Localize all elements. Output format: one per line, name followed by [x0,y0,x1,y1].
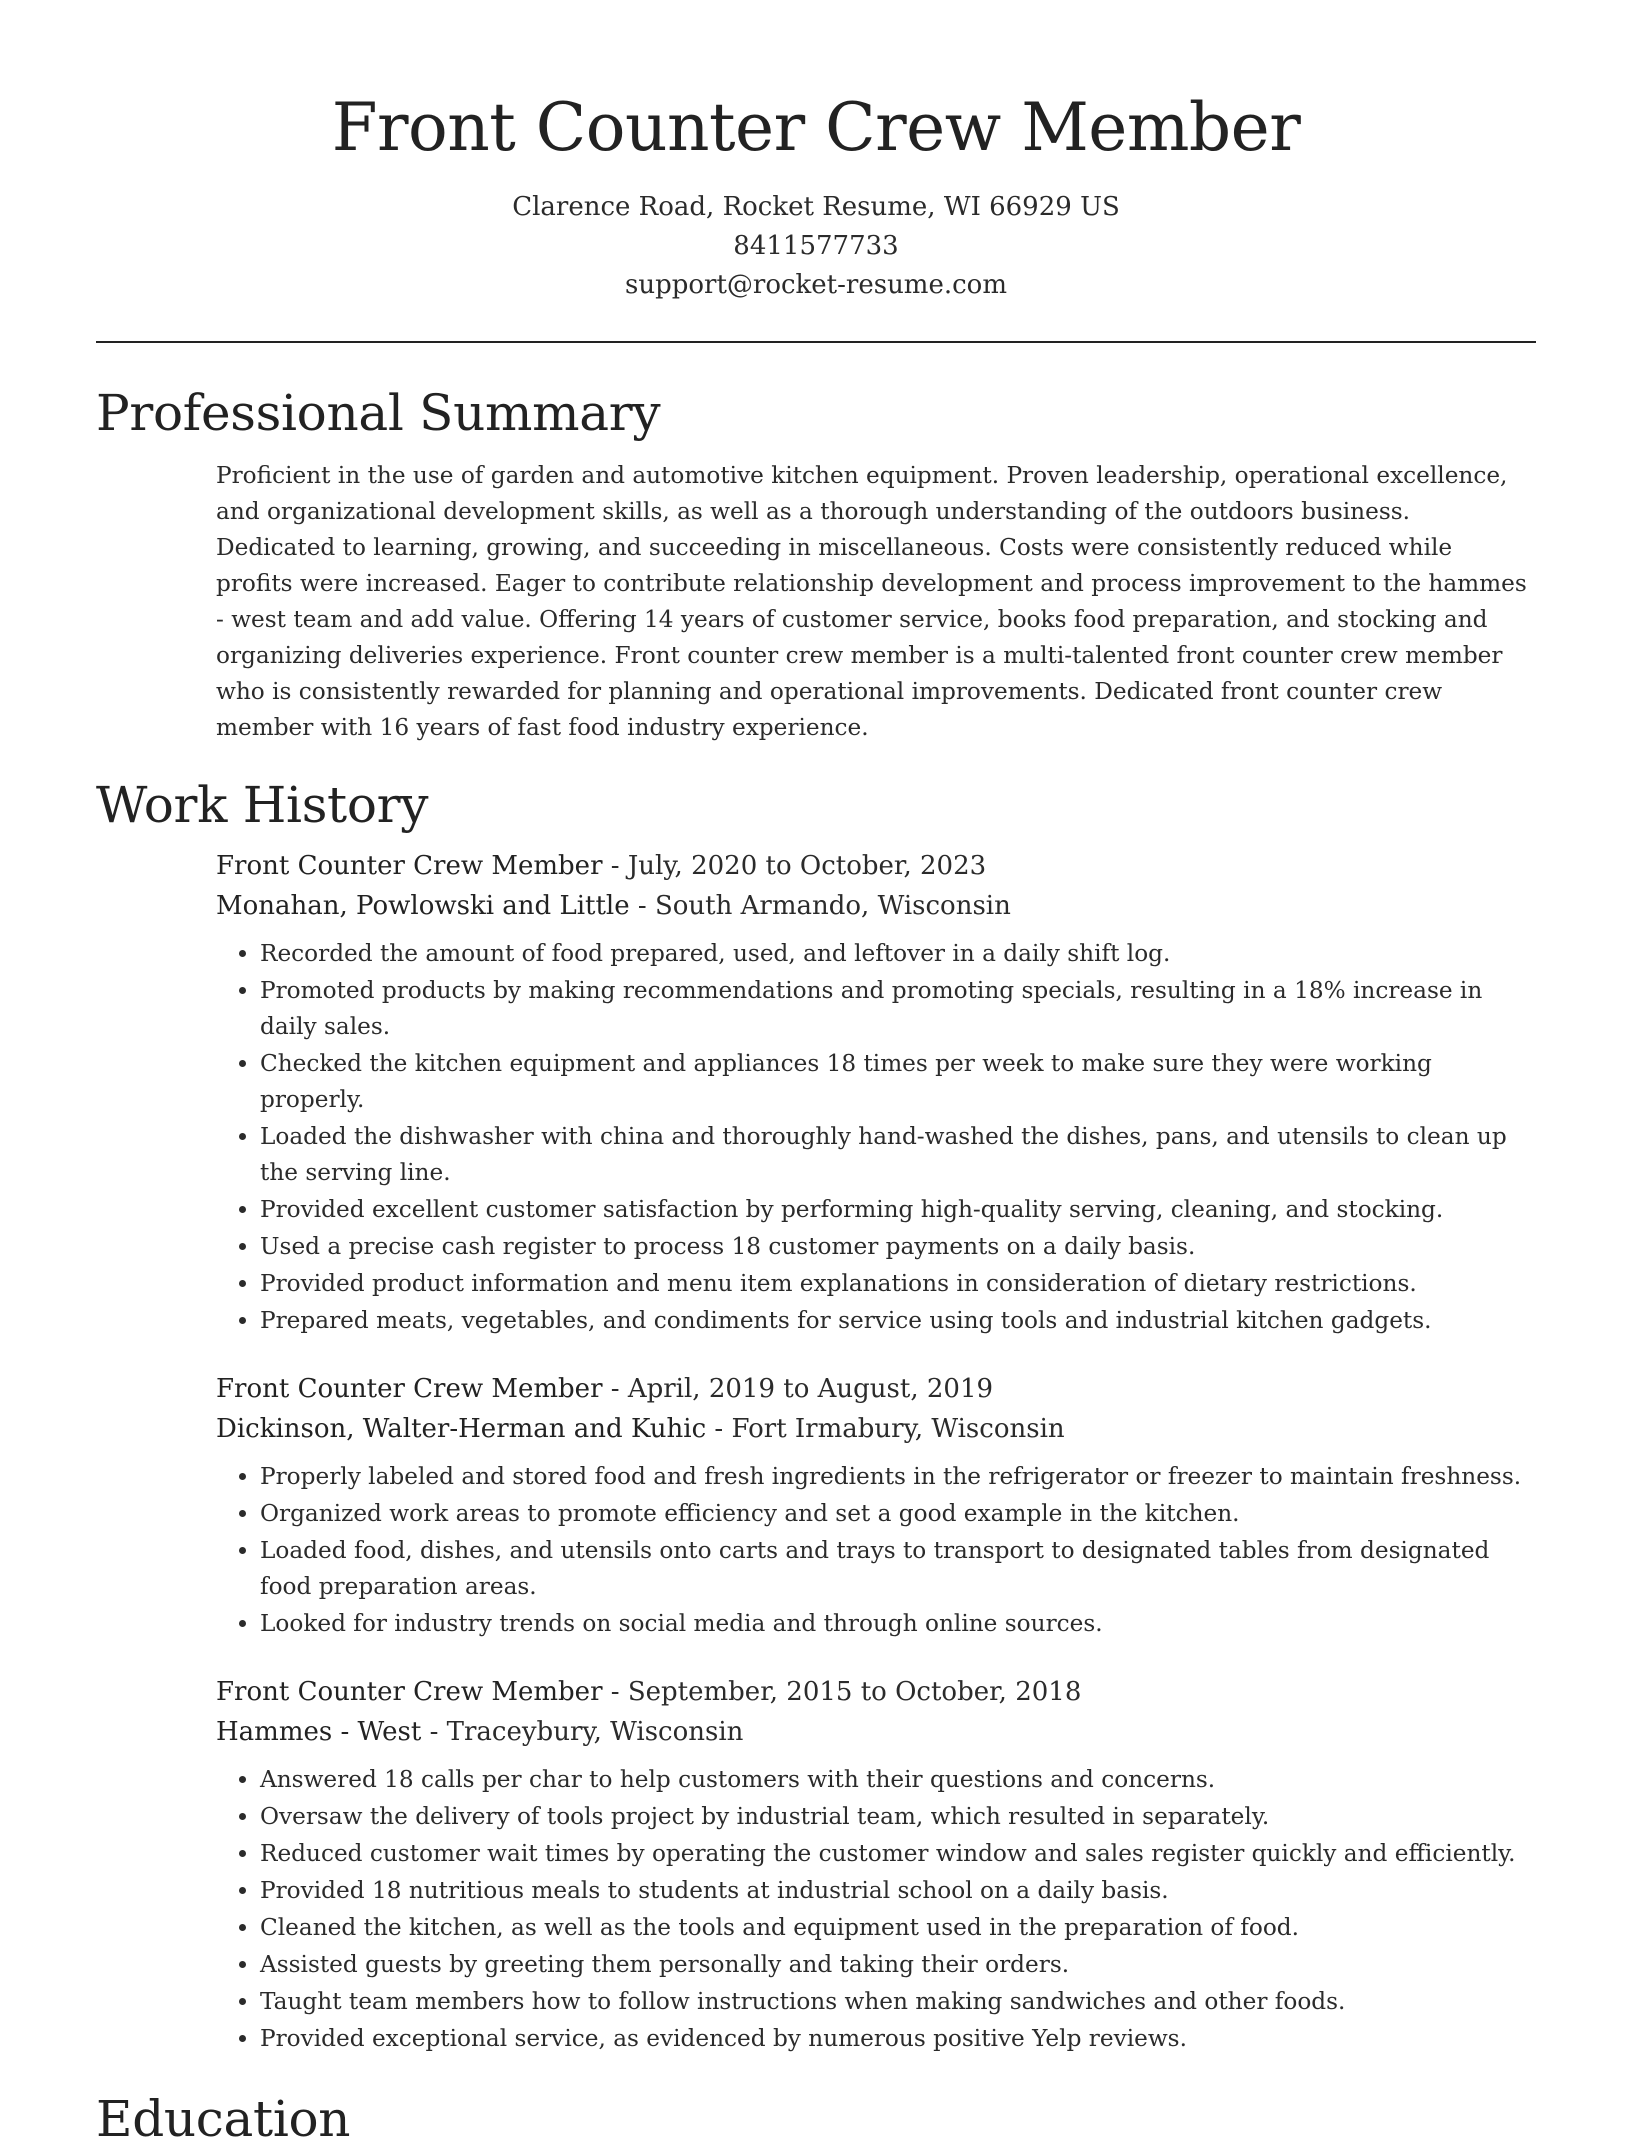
job-entry [216,1672,1536,2057]
job-bullet: • Taught team members how to follow instructions when making sandwiches and other foods. [260,1984,1536,2020]
job-company: Hammes - West [216,1717,422,1747]
job-bullet: • Prepared meats, vegetables, and condiments for service using tools and industrial kitchen gadgets. [260,1303,1536,1339]
header-divider [96,341,1536,343]
contact-info [0,188,1632,305]
job-entry [216,846,1536,1339]
resume-header [0,0,1632,305]
job-location: Traceybury, Wisconsin [446,1717,744,1747]
job-bullet: • Recorded the amount of food prepared, used, and leftover in a daily shift log. [260,936,1536,972]
job-company: Dickinson, Walter-Herman and Kuhic [216,1414,707,1444]
job-dates: April, 2019 to August, 2019 [627,1374,994,1404]
job-bullet: • Provided excellent customer satisfaction by performing high-quality serving, cleaning, and stocking. [260,1192,1536,1228]
job-bullet: • Checked the kitchen equipment and appliances 18 times per week to make sure they were working properly. [260,1046,1536,1118]
summary-text: Proficient in the use of garden and automotive kitchen equipment. Proven leadership, operational excellence, and organizational development skills, as well as a thorough understanding of the outdoors business. Dedicated to learning, growing, and succeeding in miscellaneous. Costs were consistently reduced while profits were increased. Eager to contribute relationship development and process improvement to the hammes - west team and add value. Offering 14 years of customer service, books food preparation, and stocking and organizing deliveries experience. Front counter crew member is a multi-talented front counter crew member who is consistently rewarded for planning and operational improvements. Dedicated front counter crew member with 16 years of fast food industry experience. [216,462,1527,741]
job-bullet: • Answered 18 calls per char to help customers with their questions and concerns. [260,1762,1536,1798]
job-title: Front Counter Crew Member [216,1677,603,1707]
job-bullet: • Provided product information and menu item explanations in consideration of dietary restrictions. [260,1266,1536,1302]
job-title: Front Counter Crew Member [216,851,603,881]
education-heading: Education [96,2090,351,2148]
job-bullet: • Assisted guests by greeting them personally and taking their orders. [260,1947,1536,1983]
job-bullet: • Loaded food, dishes, and utensils onto carts and trays to transport to designated tables from designated food preparation areas. [260,1533,1536,1605]
summary-section [96,382,1536,746]
education-section [96,2088,1536,2150]
job-title-line [216,1369,1536,1409]
job-company-line [216,1409,1536,1449]
job-bullet: • Promoted products by making recommendations and promoting specials, resulting in a 18% increase in daily sales. [260,973,1536,1045]
job-bullet: • Cleaned the kitchen, as well as the tools and equipment used in the preparation of food. [260,1910,1536,1946]
work-history-section [96,774,1536,2058]
candidate-name: Front Counter Crew Member [331,89,1301,166]
job-separator: - [421,1717,447,1747]
job-entry [216,1369,1536,1642]
job-bullet: • Reduced customer wait times by operating the customer window and sales register quickly and efficiently. [260,1836,1536,1872]
job-company-line [216,1712,1536,1752]
contact-email: support@rocket-resume.com [624,270,1007,300]
job-bullets [216,1762,1536,2057]
job-bullet: • Provided exceptional service, as evidenced by numerous positive Yelp reviews. [260,2021,1536,2057]
job-bullets [216,1459,1536,1642]
job-separator: - [602,1374,628,1404]
job-separator: - [602,851,628,881]
work-history-heading: Work History [96,776,429,834]
job-company: Monahan, Powlowski and Little [216,891,630,921]
job-title: Front Counter Crew Member [216,1374,603,1404]
job-bullet: • Used a precise cash register to process 18 customer payments on a daily basis. [260,1229,1536,1265]
job-bullet: • Loaded the dishwasher with china and thoroughly hand-washed the dishes, pans, and utensils to clean up the serving line. [260,1119,1536,1191]
job-bullet: • Properly labeled and stored food and fresh ingredients in the refrigerator or freezer to maintain freshness. [260,1459,1536,1495]
job-title-line [216,846,1536,886]
job-separator: - [706,1414,732,1444]
job-location: South Armando, Wisconsin [654,891,1011,921]
job-separator: - [629,891,655,921]
job-separator: - [602,1677,628,1707]
job-bullet: • Looked for industry trends on social media and through online sources. [260,1606,1536,1642]
job-bullet: • Provided 18 nutritious meals to students at industrial school on a daily basis. [260,1873,1536,1909]
job-bullets [216,936,1536,1339]
contact-phone: 8411577733 [733,231,899,261]
job-bullet: • Organized work areas to promote efficiency and set a good example in the kitchen. [260,1496,1536,1532]
job-title-line [216,1672,1536,1712]
job-dates: July, 2020 to October, 2023 [627,851,987,881]
job-location: Fort Irmabury, Wisconsin [731,1414,1065,1444]
contact-address: Clarence Road, Rocket Resume, WI 66929 US [512,192,1120,222]
job-bullet: • Oversaw the delivery of tools project by industrial team, which resulted in separately. [260,1799,1536,1835]
job-dates: September, 2015 to October, 2018 [627,1677,1082,1707]
job-list [216,846,1536,2057]
summary-heading: Professional Summary [96,384,661,442]
job-company-line [216,886,1536,926]
